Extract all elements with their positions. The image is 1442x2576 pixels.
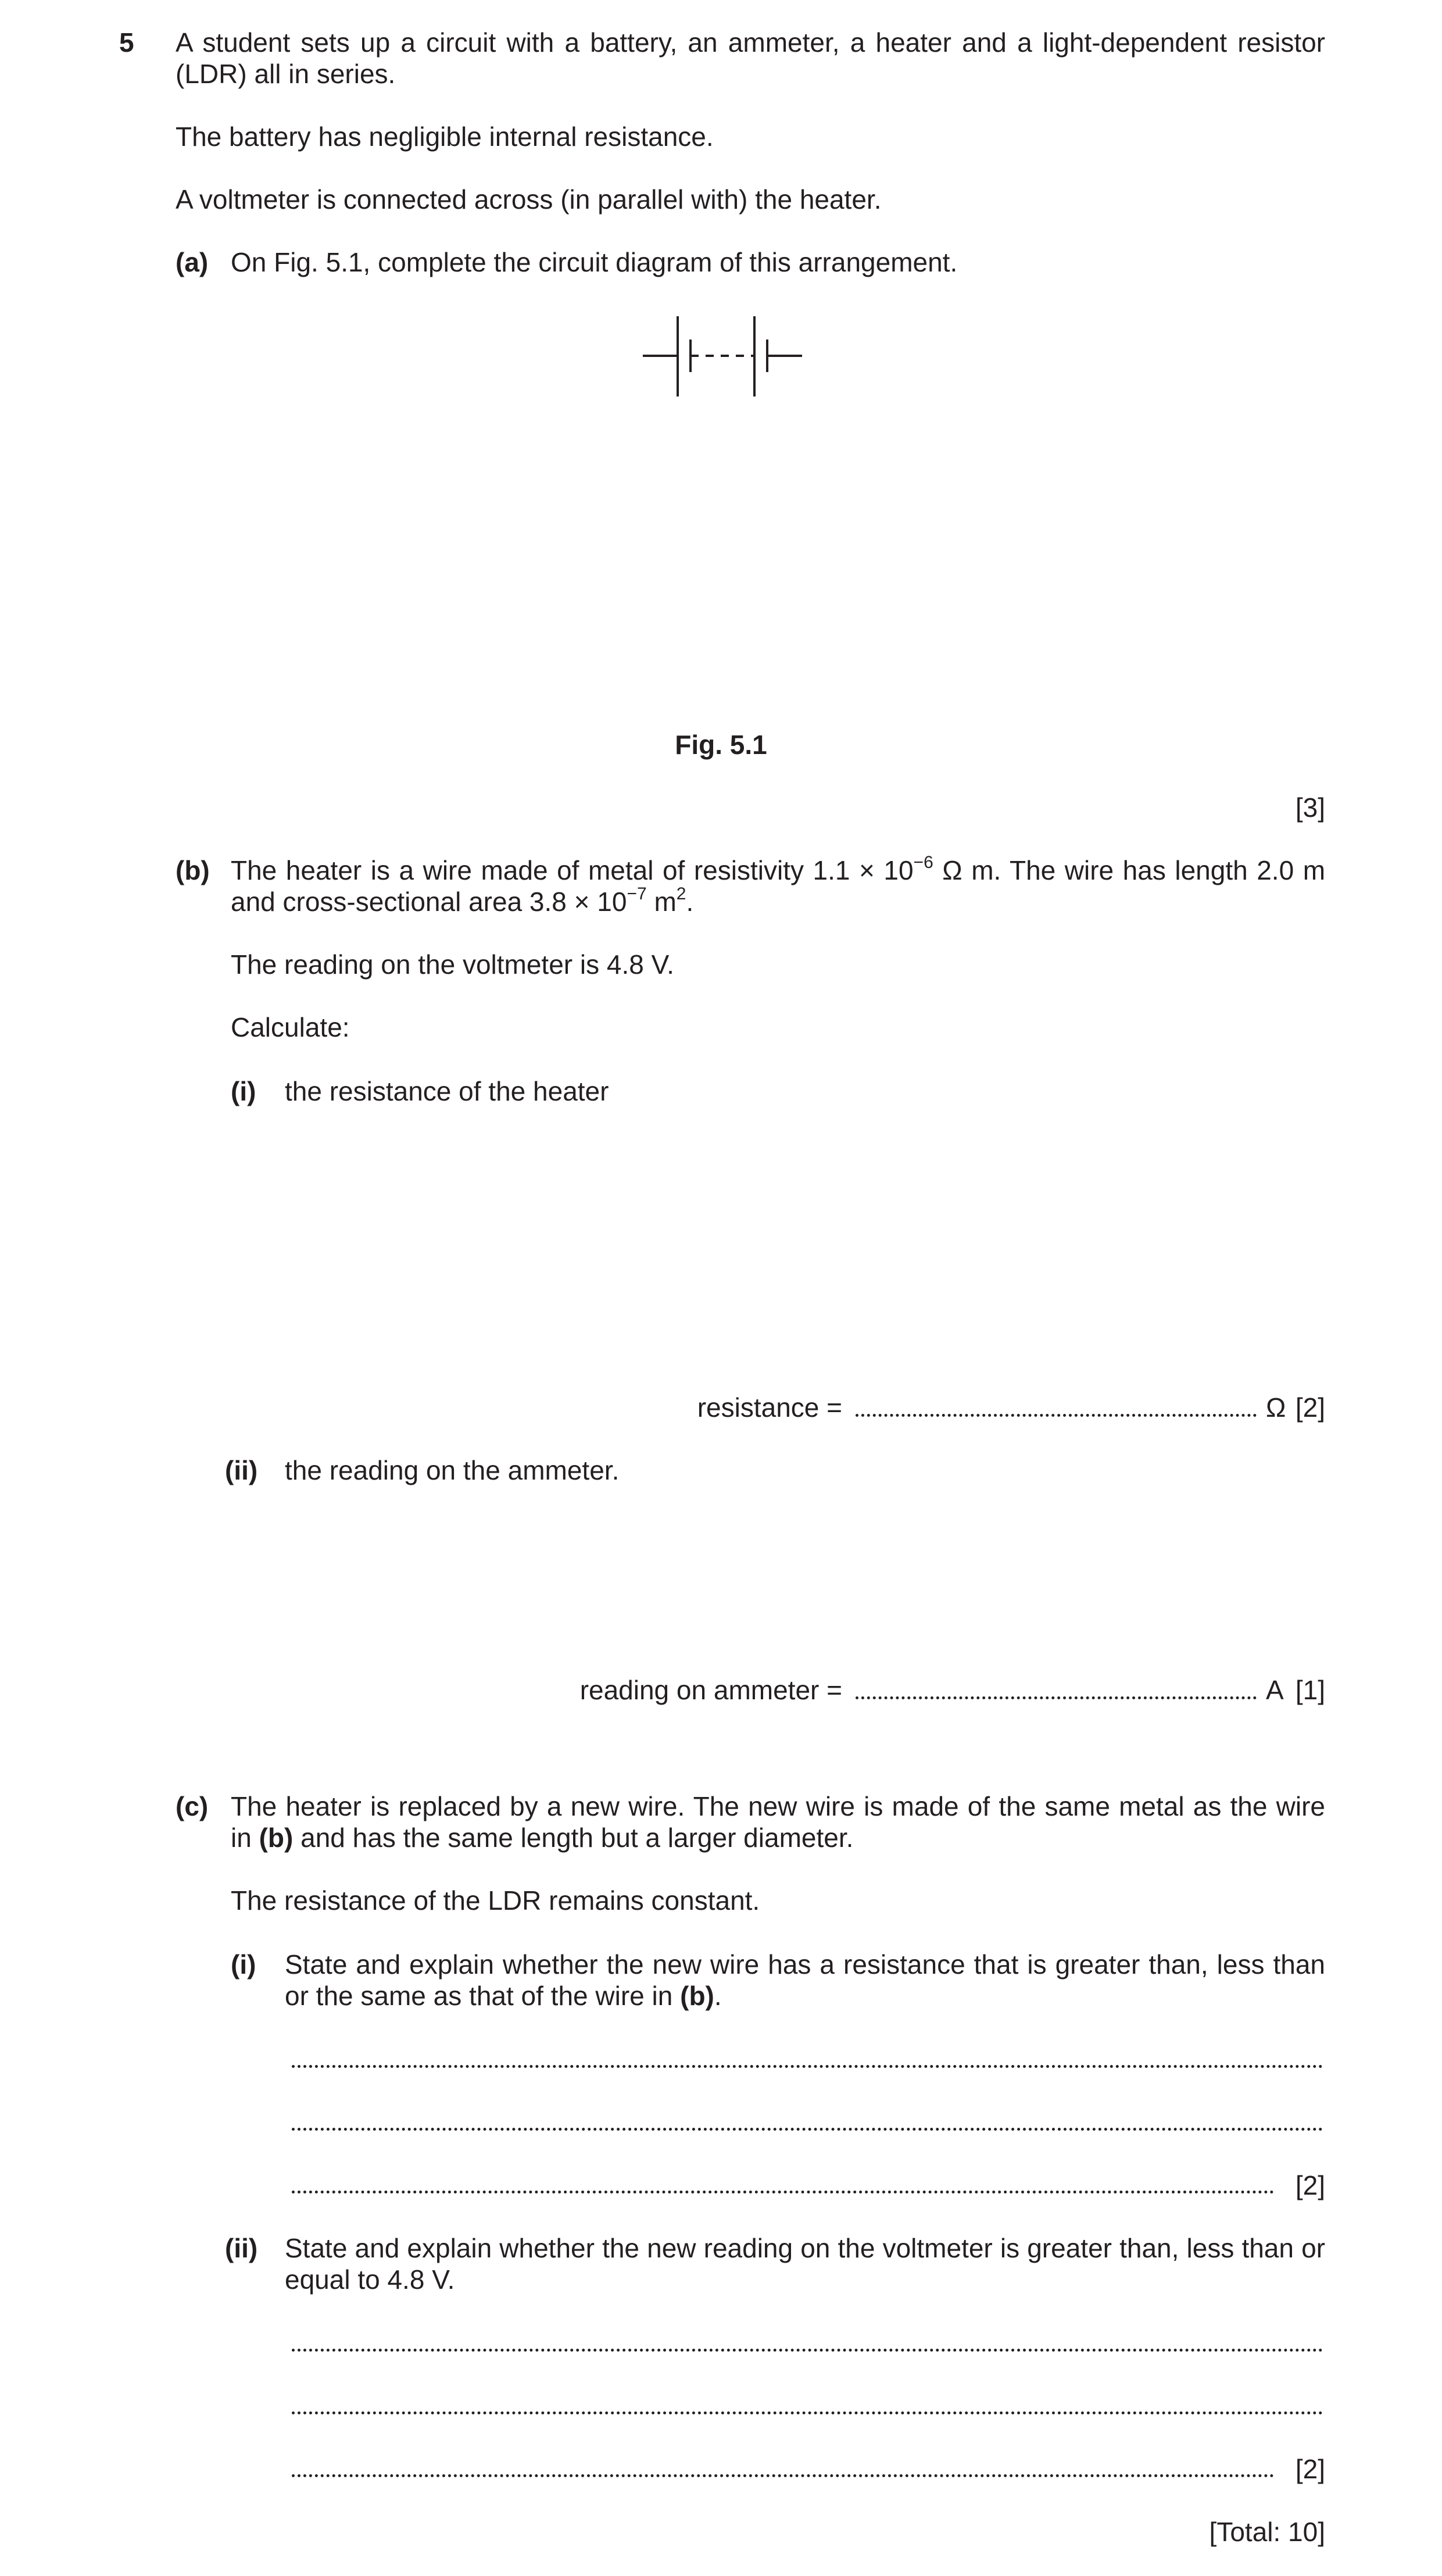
ammeter-answer-field[interactable] (856, 1696, 1257, 1699)
part-c-ii-label: (ii) (225, 2233, 258, 2263)
question-number: 5 (119, 27, 134, 58)
part-b-i-text: the resistance of the heater (285, 1076, 609, 1106)
calculate-text: Calculate: (231, 1012, 350, 1042)
part-b-label: (b) (176, 855, 210, 885)
ldr-constant-text: The resistance of the LDR remains constant. (231, 1885, 760, 1916)
ammeter-answer-label: reading on ammeter = (579, 1675, 842, 1705)
total-marks: [Total: 10] (1209, 2517, 1325, 2547)
part-c-label: (c) (176, 1791, 209, 1821)
part-c-text: The heater is replaced by a new wire. The new wire is made of the same metal as the wire in (b) and has the same length but a larger diameter. (231, 1791, 1325, 1853)
resistance-answer-label: resistance = (697, 1392, 842, 1423)
part-c-i-answer-line-2[interactable] (292, 2128, 1323, 2131)
resistance-answer-field[interactable] (856, 1414, 1257, 1417)
ammeter-unit: A (1266, 1675, 1284, 1705)
battery-symbol (639, 314, 808, 401)
part-b-ii-marks: [1] (1295, 1675, 1325, 1705)
part-b-i-label: (i) (231, 1076, 256, 1106)
part-c-i-marks: [2] (1295, 2170, 1325, 2200)
part-c-ii-text: State and explain whether the new reading on the voltmeter is greater than, less than or equal to 4.8 V. (285, 2233, 1325, 2295)
part-b-ii-label: (ii) (225, 1455, 258, 1485)
part-c-i-answer-line-3[interactable] (292, 2191, 1274, 2193)
voltmeter-reading-text: The reading on the voltmeter is 4.8 V. (231, 949, 674, 980)
question-intro-2: The battery has negligible internal resistance. (176, 122, 714, 152)
part-b-text: The heater is a wire made of metal of resistivity $1.1 \times 10^{-6}$ Ω m. The wire has length 2.0 m and cross-sectional area $3.8 \times 10^{-7}$ $m^2$. (231, 852, 1326, 917)
part-c-ii-answer-line-1[interactable] (292, 2349, 1323, 2352)
part-b-ii-text: the reading on the ammeter. (285, 1455, 620, 1485)
part-a-marks: [3] (1295, 792, 1325, 823)
part-a-text: On Fig. 5.1, complete the circuit diagram of this arrangement. (231, 247, 958, 277)
part-c-i-answer-line-1[interactable] (292, 2065, 1323, 2068)
part-b-i-marks: [2] (1295, 1392, 1325, 1423)
part-c-ii-answer-line-2[interactable] (292, 2411, 1323, 2414)
question-intro-1: A student sets up a circuit with a battery, an ammeter, a heater and a light-dependent resistor (LDR) all in series. (176, 27, 1325, 89)
part-c-i-text: State and explain whether the new wire has a resistance that is greater than, less than or the same as that of the wire in (b). (285, 1949, 1325, 2011)
part-c-ii-marks: [2] (1295, 2454, 1325, 2484)
question-intro-3: A voltmeter is connected across (in parallel with) the heater. (176, 184, 882, 215)
resistance-unit: Ω (1266, 1392, 1286, 1423)
part-a-label: (a) (176, 247, 209, 277)
part-c-i-label: (i) (231, 1949, 256, 1980)
part-c-ii-answer-line-3[interactable] (292, 2474, 1274, 2477)
figure-caption: Fig. 5.1 (675, 730, 767, 760)
